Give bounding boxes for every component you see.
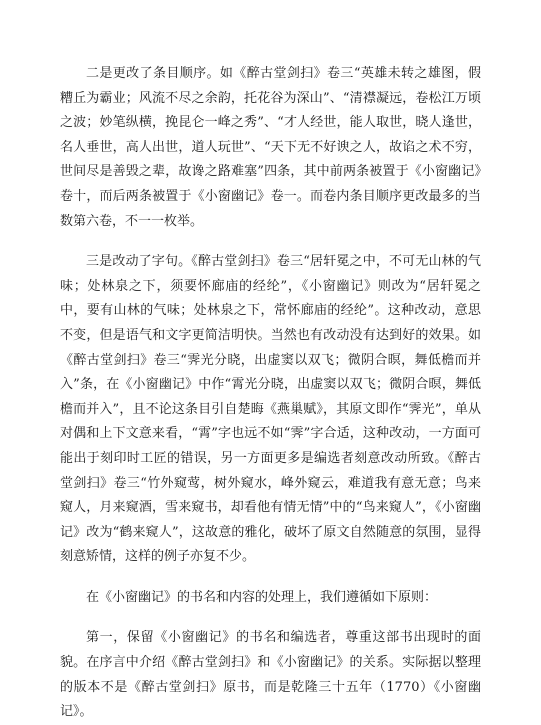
paragraph-reordering: 二是更改了条目顺序。如《醉古堂剑扫》卷三“英雄未转之雄图，假糟丘为霸业；风流不尽之余韵，托花谷为深山”、“清襟凝远，卷松江万顷之波；妙笔纵横，挽昆仑一峰之秀”、“才人经世，能人取世，晓人逢世，名人垂世，高人出世，道人玩世”、“天下无不好谀之人，故谄之术不穷，世间尽是善毁之辈，故谗之路难塞”四条，其中前两条被置于《小窗幽记》卷十，而后两条被置于《小窗幽记》卷一。而卷内条目顺序更改最多的当数第六卷，不一一枚举。 [60, 66, 481, 229]
paragraph-principle-one: 第一，保留《小窗幽记》的书名和编选者，尊重这部书出现时的面貌。在序言中介绍《醉古堂剑扫》和《小窗幽记》的关系。实际据以整理的版本不是《醉古堂剑扫》原书，而是乾隆三十五年（1770）《小窗幽记》。 [60, 630, 481, 720]
paragraph-wording-changes: 三是改动了字句。《醉古堂剑扫》卷三“居轩冕之中，不可无山林的气味；处林泉之下，须要怀廊庙的经纶”，《小窗幽记》则改为“居轩冕之中，要有山林的气味；处林泉之下，常怀廊庙的经纶”。这种改动，意思不变，但是语气和文字更简洁明快。当然也有改动没有达到好的效果。如《醉古堂剑扫》卷三“霁光分晓，出虚窦以双飞；微阴合暝，舞低檐而并入”条，在《小窗幽记》中作“霄光分晓，出虚窦以双飞；微阴合暝，舞低檐而并入”，且不论这条目引自楚晦《燕巢赋》，其原文即作“霁光”，单从对偶和上下文意来看，“霄”字也远不如“霁”字合适，这种改动，一方面可能出于刻印时工匠的错误，另一方面更多是编选者刻意改动所致。《醉古堂剑扫》卷三“竹外窥莺，树外窥水，峰外窥云，难道我有意无意；鸟来窥人，月来窥酒，雪来窥书，却看他有情无情”中的“鸟来窥人”，《小窗幽记》改为“鹤来窥人”，这故意的雅化，破坏了原文自然随意的氛围，显得刻意矫情，这样的例子亦复不少。 [60, 254, 481, 565]
paragraph-principles-intro: 在《小窗幽记》的书名和内容的处理上，我们遵循如下原则： [86, 589, 438, 605]
